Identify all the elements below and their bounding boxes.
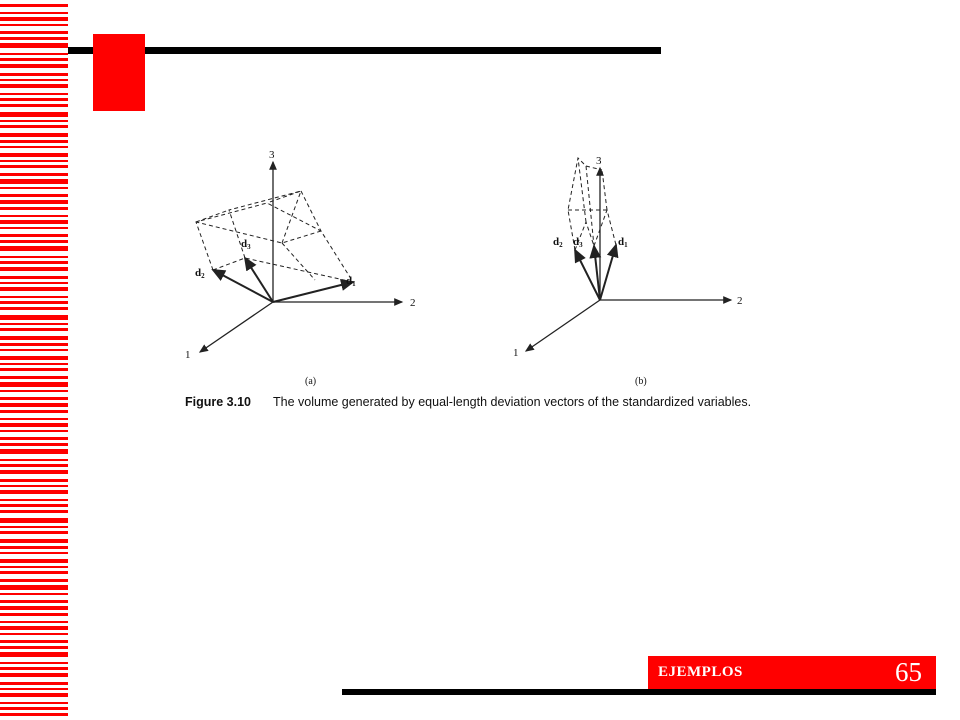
left-stripe	[0, 410, 68, 413]
panel-b-axis-1-label: 1	[513, 347, 519, 359]
left-stripe	[0, 459, 68, 461]
panel-a-vector-d1	[273, 282, 353, 302]
left-stripe	[0, 328, 68, 331]
figure-3-10	[170, 130, 770, 430]
left-stripe	[0, 640, 68, 643]
left-stripe	[0, 504, 68, 507]
left-stripe	[0, 449, 68, 454]
left-stripe	[0, 546, 68, 549]
left-stripe	[0, 606, 68, 610]
panel-a	[196, 162, 402, 352]
left-stripe	[0, 349, 68, 351]
left-stripe	[0, 356, 68, 360]
left-stripe	[0, 499, 68, 501]
panel-b-d2-label: d2	[553, 236, 563, 249]
figure-diagram	[170, 130, 770, 390]
left-stripe	[0, 571, 68, 574]
left-stripe	[0, 93, 68, 95]
left-stripe	[0, 207, 68, 210]
left-stripe	[0, 165, 68, 168]
left-stripe	[0, 559, 68, 563]
left-stripe	[0, 220, 68, 224]
left-stripe	[0, 418, 68, 420]
left-stripe	[0, 682, 68, 685]
left-stripe	[0, 104, 68, 107]
bottom-rule	[342, 689, 936, 695]
left-stripe	[0, 585, 68, 590]
panel-a-axis-2-label: 2	[410, 297, 416, 309]
left-stripe	[0, 301, 68, 304]
left-stripe	[0, 376, 68, 379]
left-stripe	[0, 403, 68, 407]
left-stripe	[0, 84, 68, 88]
left-stripe	[0, 307, 68, 310]
left-stripe	[0, 276, 68, 279]
left-stripe	[0, 234, 68, 237]
left-stripe	[0, 633, 68, 635]
top-rule	[68, 47, 661, 54]
left-stripe	[0, 296, 68, 298]
left-stripe	[0, 713, 68, 716]
left-stripe	[0, 187, 68, 189]
left-stripe	[0, 397, 68, 400]
left-stripe	[0, 485, 68, 487]
left-stripe	[0, 37, 68, 40]
panel-b-axis-1	[526, 300, 600, 351]
panel-b-vector-d1	[600, 245, 616, 300]
left-stripe	[0, 4, 68, 7]
left-stripe	[0, 600, 68, 603]
left-stripe	[0, 702, 68, 704]
left-stripe	[0, 160, 68, 162]
left-stripe	[0, 510, 68, 513]
panel-a-axis-1	[200, 302, 273, 352]
left-stripe	[0, 621, 68, 623]
left-stripe	[0, 12, 68, 14]
left-stripe	[0, 240, 68, 243]
panel-b-labels	[513, 155, 743, 387]
left-stripe	[0, 146, 68, 148]
panel-b-caption-label: (b)	[635, 376, 647, 387]
panel-a-d1-label: d1	[346, 275, 356, 288]
left-stripe	[0, 464, 68, 467]
left-stripe	[0, 125, 68, 128]
left-stripe	[0, 479, 68, 482]
panel-b-axis-3-label: 3	[596, 155, 602, 167]
left-stripe	[0, 423, 68, 427]
left-stripe	[0, 53, 68, 55]
left-stripe	[0, 140, 68, 143]
left-stripe	[0, 443, 68, 446]
left-stripe	[0, 256, 68, 258]
left-stripe	[0, 133, 68, 137]
left-stripe	[0, 626, 68, 630]
panel-a-axis-1-label: 1	[185, 349, 191, 361]
left-stripe	[0, 112, 68, 117]
left-stripe	[0, 31, 68, 34]
left-stripe	[0, 531, 68, 534]
left-stripe	[0, 227, 68, 229]
left-stripe	[0, 179, 68, 184]
panel-a-labels	[185, 149, 416, 387]
panel-b	[526, 158, 731, 351]
left-stripe	[0, 646, 68, 649]
left-stripe	[0, 490, 68, 494]
panel-a-d2-label: d2	[195, 267, 205, 280]
left-stripe	[0, 153, 68, 157]
left-stripe	[0, 552, 68, 554]
left-stripe	[0, 64, 68, 68]
left-stripe	[0, 579, 68, 582]
left-stripe	[0, 566, 68, 568]
left-stripe	[0, 593, 68, 595]
panel-a-caption-label: (a)	[305, 376, 317, 387]
left-stripe	[0, 526, 68, 528]
left-stripe	[0, 315, 68, 320]
left-stripe	[0, 173, 68, 176]
panel-a-d3-label: d3	[241, 238, 251, 251]
left-stripe	[0, 707, 68, 710]
left-stripe	[0, 261, 68, 264]
left-stripe	[0, 246, 68, 251]
panel-b-axis-2-label: 2	[737, 295, 743, 307]
red-accent-block	[93, 34, 145, 111]
left-stripe	[0, 282, 68, 284]
left-stripe	[0, 73, 68, 76]
left-stripe	[0, 693, 68, 697]
left-stripe	[0, 539, 68, 543]
left-stripe	[0, 430, 68, 432]
panel-b-d1-label: d1	[618, 236, 628, 249]
left-stripe	[0, 215, 68, 217]
left-stripe	[0, 652, 68, 657]
left-stripe	[0, 662, 68, 664]
panel-a-parallelepiped	[196, 191, 353, 282]
left-stripe	[0, 58, 68, 61]
left-stripe	[0, 673, 68, 677]
left-stripe	[0, 43, 68, 48]
left-stripe	[0, 120, 68, 122]
panel-a-axis-3-label: 3	[269, 149, 275, 161]
left-stripe	[0, 518, 68, 523]
left-stripe	[0, 79, 68, 81]
left-stripe	[0, 343, 68, 346]
panel-b-d3-label: d3	[573, 236, 583, 249]
left-stripe	[0, 382, 68, 387]
left-stripe	[0, 267, 68, 271]
figure-number: Figure 3.10	[185, 395, 251, 409]
slide-number: 65	[895, 657, 922, 687]
left-stripe	[0, 613, 68, 616]
left-stripe	[0, 390, 68, 392]
left-stripe	[0, 323, 68, 325]
footer-banner	[648, 656, 936, 689]
left-stripe	[0, 363, 68, 365]
figure-caption-text: The volume generated by equal-length deviation vectors of the standardized variables.	[273, 395, 752, 409]
left-stripe	[0, 688, 68, 690]
left-stripe-decoration	[0, 0, 70, 720]
left-stripe	[0, 194, 68, 197]
left-stripe	[0, 667, 68, 670]
left-stripe	[0, 17, 68, 21]
left-stripe	[0, 437, 68, 440]
left-stripe	[0, 368, 68, 371]
left-stripe	[0, 24, 68, 26]
left-stripe	[0, 470, 68, 474]
left-stripe	[0, 98, 68, 101]
left-stripe	[0, 287, 68, 291]
footer-label: EJEMPLOS	[658, 664, 743, 680]
left-stripe	[0, 336, 68, 340]
left-stripe	[0, 200, 68, 204]
figure-caption	[185, 395, 765, 409]
